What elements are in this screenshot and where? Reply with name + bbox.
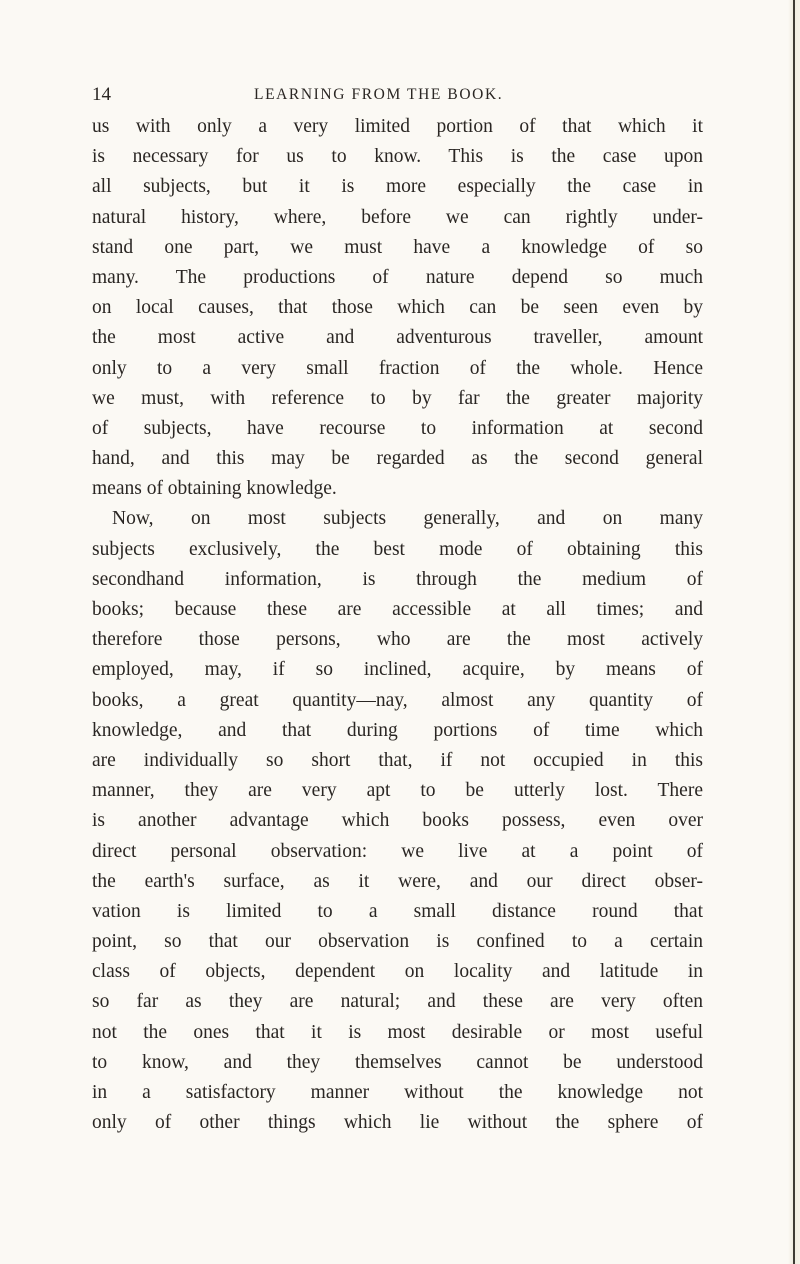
text-line: us with only a very limited portion of that which it [92,116,703,137]
paragraph-end-line: means of obtaining knowledge. [92,478,337,500]
text-line: in a satisfactory manner without the knowledge not [92,1082,703,1103]
text-line: therefore those persons, who are the most actively [92,629,703,651]
text-line: books, a great quantity—nay, almost any quantity of [92,689,703,711]
text-line: secondhand information, is through the medium of [92,568,703,590]
text-line: is another advantage which books possess, even over [92,810,703,832]
text-line: books; because these are accessible at all times; and [92,599,703,620]
text-line: we must, with reference to by far the greater majority [92,387,703,409]
text-line: class of objects, dependent on locality and latitude in [92,961,703,983]
page-edge-line [793,0,795,1264]
page-edge [788,0,800,1264]
text-line: only of other things which lie without the sphere of [92,1112,703,1134]
text-line: on local causes, that those which can be seen even by [92,297,703,319]
text-line: employed, may, if so inclined, acquire, by means of [92,659,703,681]
text-line: stand one part, we must have a knowledge of so [92,236,703,258]
text-line: vation is limited to a small distance round that [92,900,703,922]
text-line: so far as they are natural; and these are very often [92,991,703,1013]
text-line: all subjects, but it is more especially the case in [92,176,703,198]
text-line: the most active and adventurous traveller, amount [92,327,703,349]
text-line: hand, and this may be regarded as the second general [92,448,703,470]
page-number: 14 [92,84,111,105]
text-line: direct personal observation: we live at a point of [92,840,703,862]
body-text [92,112,703,1138]
text-line: to know, and they themselves cannot be understood [92,1051,703,1073]
text-line: natural history, where, before we can rightly under- [92,206,703,228]
text-line: subjects exclusively, the best mode of obtaining this [92,538,703,560]
text-line: is necessary for us to know. This is the case upon [92,146,703,168]
text-line: manner, they are very apt to be utterly lost. There [92,780,703,802]
page-header [92,80,702,110]
paragraph-start-line: Now, on most subjects generally, and on many [112,508,703,530]
text-line: point, so that our observation is confined to a certain [92,931,703,953]
text-line: many. The productions of nature depend so much [92,266,703,288]
text-line: the earth's surface, as it were, and our direct obser- [92,870,703,892]
text-line: knowledge, and that during portions of time which [92,719,703,741]
running-head: LEARNING FROM THE BOOK. [254,86,504,103]
text-line: not the ones that it is most desirable or most useful [92,1021,703,1043]
text-line: are individually so short that, if not occupied in this [92,749,703,771]
text-line: of subjects, have recourse to information at second [92,417,703,439]
text-line: only to a very small fraction of the whole. Hence [92,357,703,379]
